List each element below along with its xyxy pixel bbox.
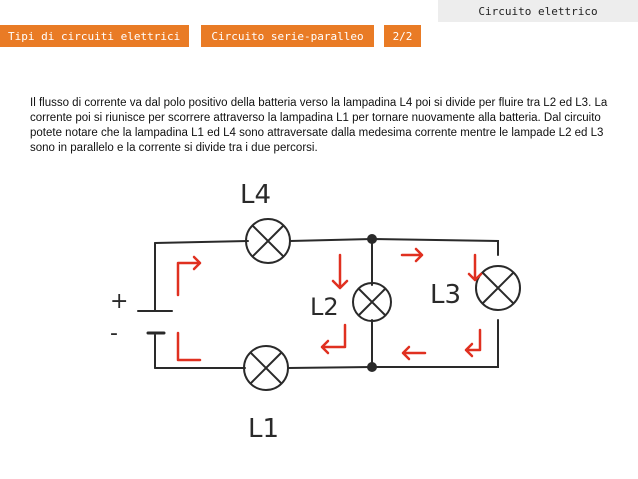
label-plus: + — [110, 289, 129, 314]
arrow-right-top-icon — [402, 249, 422, 261]
breadcrumb-item-1[interactable]: Tipi di circuiti elettrici — [0, 25, 189, 47]
page-indicator: 2/2 — [384, 25, 421, 47]
junction-bottom — [367, 362, 377, 372]
description-paragraph: Il flusso di corrente va dal polo positivo della batteria verso la lampadina L4 poi si divide per fluire tra L2 ed L3. La corrente poi si riunisce per scorrere attraverso la lampadina L1 per tornare nuovamente alla batteria. Dal circuito potete notare che la lampadina L1 ed L4 sono attraversate dalla medesima corrente mentre le lampade L2 ed L3 sono in parallelo e la corrente si divide tra i due percorsi. — [30, 97, 608, 154]
label-l3: L3 — [430, 280, 462, 310]
topic-label: Circuito elettrico — [438, 0, 638, 22]
arrow-left-return-l3-icon — [466, 330, 480, 356]
junction-top — [367, 234, 377, 244]
arrow-down-l3-icon — [469, 255, 481, 280]
arrow-left-return-l2-icon — [322, 325, 345, 353]
label-l1: L1 — [248, 414, 280, 444]
wire-top — [155, 239, 498, 255]
label-l2: L2 — [310, 293, 339, 321]
breadcrumb — [0, 25, 421, 47]
breadcrumb-item-2[interactable]: Circuito serie-paralleo — [201, 25, 374, 47]
label-minus: - — [110, 321, 118, 346]
arrow-up-right-icon — [178, 257, 200, 295]
arrow-down-left-icon — [333, 255, 347, 288]
circuit-diagram — [100, 175, 540, 475]
arrow-left-bottom-icon — [403, 347, 425, 359]
arrow-left-up-icon — [178, 333, 200, 360]
label-l4: L4 — [240, 180, 272, 210]
